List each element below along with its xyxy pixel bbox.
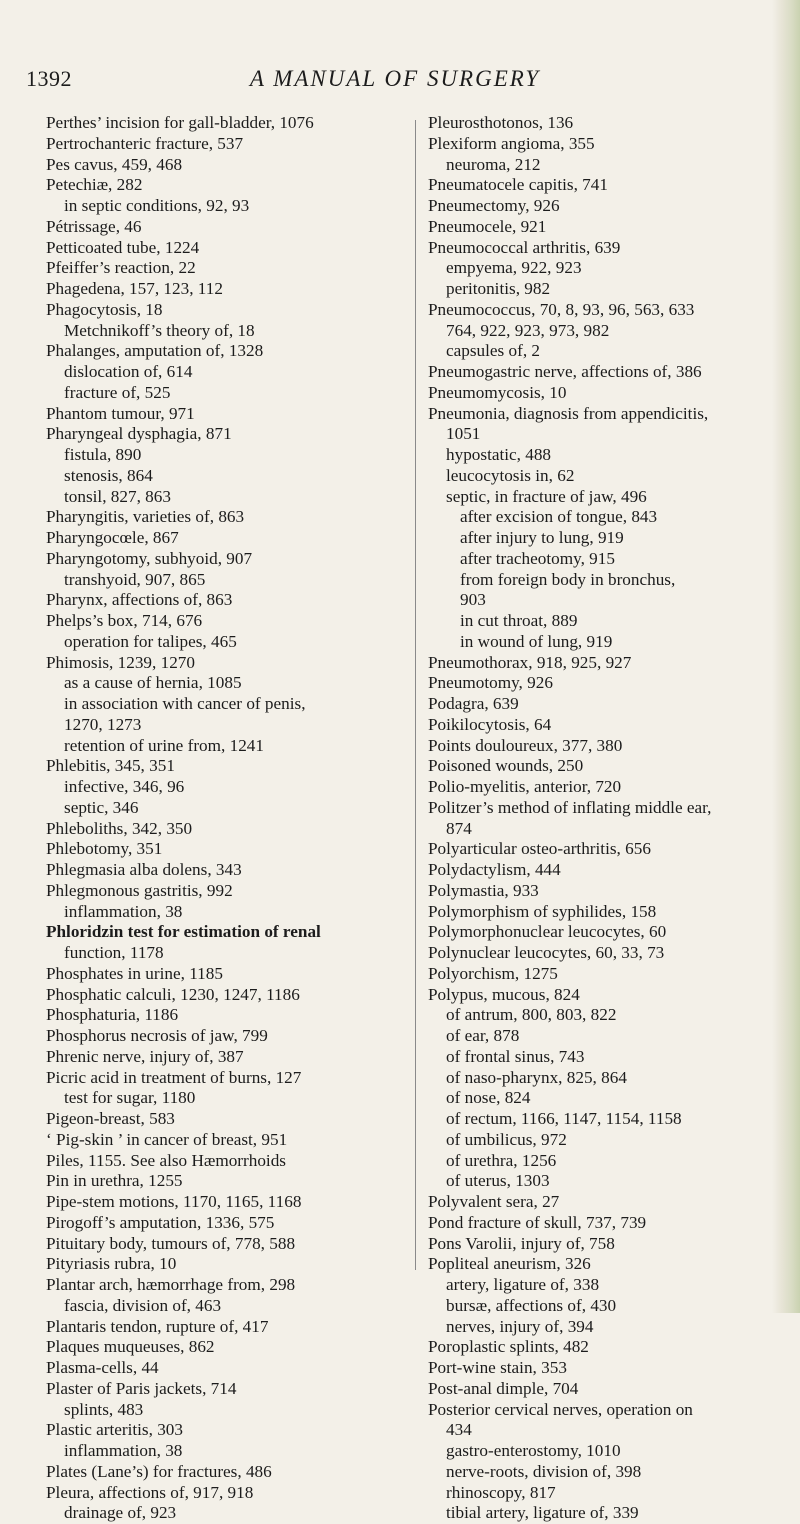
index-entry: Polio-myelitis, anterior, 720	[428, 777, 622, 796]
index-subentry: of naso-pharynx, 825, 864	[446, 1067, 627, 1087]
index-subentry: tibial artery, ligature of, 339	[446, 1503, 639, 1523]
index-entry: Phleboliths, 342, 350	[46, 818, 193, 838]
index-subentry: bursæ, affections of, 430	[446, 1295, 617, 1315]
index-subentry: fistula, 890	[64, 445, 142, 464]
index-entry: Pleura, affections of, 917, 918	[46, 1482, 254, 1502]
index-subentry: septic, in fracture of jaw, 496	[446, 486, 647, 506]
index-entry: Phosphaturia, 1186	[46, 1005, 179, 1025]
index-subentry: in septic conditions, 92, 93	[64, 196, 250, 215]
index-subentry: artery, ligature of, 338	[446, 1275, 600, 1294]
index-entry: Phrenic nerve, injury of, 387	[46, 1046, 244, 1066]
index-entry: Polydactylism, 444	[428, 860, 561, 879]
index-entry: Phlegmonous gastritis, 992	[46, 880, 233, 900]
index-entry: Post-anal dimple, 704	[428, 1378, 579, 1398]
index-entry: Phosphorus necrosis of jaw, 799	[46, 1026, 268, 1045]
index-entry: Pityriasis rubra, 10	[46, 1254, 177, 1274]
index-entry: Posterior cervical nerves, operation on	[428, 1399, 693, 1419]
index-entry: Phosphates in urine, 1185	[46, 963, 223, 983]
index-subentry: infective, 346, 96	[64, 777, 185, 796]
index-entry: Plasma-cells, 44	[46, 1358, 159, 1377]
index-subentry: fracture of, 525	[64, 382, 171, 402]
index-subentry: inflammation, 38	[64, 901, 183, 921]
index-entry: Polyvalent sera, 27	[428, 1192, 560, 1211]
index-entry: Picric acid in treatment of burns, 127	[46, 1067, 302, 1087]
index-subentry: neuroma, 212	[446, 154, 541, 174]
index-subentry: 1270, 1273	[64, 714, 142, 734]
index-entry: Perthes’ incision for gall-bladder, 1076	[46, 113, 314, 132]
index-entry: Pharyngeal dysphagia, 871	[46, 424, 232, 444]
index-entry: Pneumectomy, 926	[428, 196, 560, 215]
index-column-right	[428, 113, 768, 1524]
index-entry: Pneumococcal arthritis, 639	[428, 237, 621, 257]
index-entry: Poisoned wounds, 250	[428, 756, 584, 776]
index-subentry: hypostatic, 488	[446, 445, 552, 464]
index-subentry: nerve-roots, division of, 398	[446, 1461, 642, 1481]
index-entry: Polymorphism of syphilides, 158	[428, 901, 657, 921]
index-subentry: of umbilicus, 972	[446, 1129, 567, 1149]
index-subentry: in association with cancer of penis,	[64, 694, 306, 713]
index-entry: Plexiform angioma, 355	[428, 133, 595, 153]
index-entry: ‘ Pig-skin ’ in cancer of breast, 951	[46, 1129, 288, 1149]
index-entry: Pneumocele, 921	[428, 216, 547, 236]
index-subentry: dislocation of, 614	[64, 362, 193, 381]
index-subentry: inflammation, 38	[64, 1441, 183, 1460]
index-subentry: 874	[446, 818, 472, 838]
index-subentry: drainage of, 923	[64, 1503, 177, 1523]
index-entry: Phalanges, amputation of, 1328	[46, 341, 264, 361]
index-entry: Petticoated tube, 1224	[46, 237, 200, 257]
index-subentry: gastro-enterostomy, 1010	[446, 1441, 621, 1460]
index-subentry: nerves, injury of, 394	[446, 1316, 594, 1336]
index-subentry: of antrum, 800, 803, 822	[446, 1005, 617, 1025]
index-entry: Piles, 1155. See also Hæmorrhoids	[46, 1150, 286, 1170]
index-entry: Pharyngitis, varieties of, 863	[46, 507, 245, 527]
index-entry: Pipe-stem motions, 1170, 1165, 1168	[46, 1192, 302, 1211]
index-entry: Points douloureux, 377, 380	[428, 735, 623, 755]
index-entry: Pirogoff’s amputation, 1336, 575	[46, 1212, 275, 1232]
index-entry: Pharynx, affections of, 863	[46, 590, 233, 610]
index-entry: Plastic arteritis, 303	[46, 1420, 183, 1440]
index-entry: Pertrochanteric fracture, 537	[46, 133, 244, 153]
index-entry: Plates (Lane’s) for fractures, 486	[46, 1461, 272, 1481]
index-subentry: fascia, division of, 463	[64, 1295, 222, 1315]
index-entry: Pneumonia, diagnosis from appendicitis,	[428, 403, 709, 423]
index-entry: Phagocytosis, 18	[46, 299, 163, 319]
index-entry: Phantom tumour, 971	[46, 403, 195, 423]
index-entry: Pneumatocele capitis, 741	[428, 175, 608, 195]
page-edge-stain	[772, 0, 800, 1313]
index-subentry: rhinoscopy, 817	[446, 1482, 556, 1502]
index-subentry: after tracheotomy, 915	[460, 548, 615, 568]
index-entry: Phlegmasia alba dolens, 343	[46, 860, 242, 879]
index-entry: Poikilocytosis, 64	[428, 714, 552, 734]
index-entry: Polymastia, 933	[428, 880, 539, 900]
index-subentry: splints, 483	[64, 1399, 144, 1419]
index-entry: Phelps’s box, 714, 676	[46, 611, 203, 630]
index-entry: Plantaris tendon, rupture of, 417	[46, 1316, 269, 1336]
index-subentry: of nose, 824	[446, 1088, 531, 1108]
index-subentry: peritonitis, 982	[446, 279, 551, 298]
index-entry: Pes cavus, 459, 468	[46, 154, 183, 174]
index-entry: Pneumococcus, 70, 8, 93, 96, 563, 633	[428, 299, 695, 319]
index-subentry: as a cause of hernia, 1085	[64, 673, 242, 693]
index-subentry: empyema, 922, 923	[446, 258, 582, 278]
index-entry: Plaster of Paris jackets, 714	[46, 1378, 237, 1398]
index-entry: Pharyngotomy, subhyoid, 907	[46, 548, 253, 568]
index-subentry: retention of urine from, 1241	[64, 735, 264, 755]
index-entry: Port-wine stain, 353	[428, 1358, 567, 1377]
index-subentry: leucocytosis in, 62	[446, 465, 575, 485]
index-entry: Pneumotomy, 926	[428, 673, 553, 693]
page-number: 1392	[26, 66, 72, 91]
index-entry: Polyarticular osteo-arthritis, 656	[428, 839, 651, 859]
index-entry: Pituitary body, tumours of, 778, 588	[46, 1233, 296, 1253]
index-subentry: septic, 346	[64, 797, 139, 817]
index-subentry: capsules of, 2	[446, 341, 541, 361]
index-entry: Pigeon-breast, 583	[46, 1109, 175, 1128]
index-subentry: in wound of lung, 919	[460, 631, 613, 651]
index-entry: Phlebotomy, 351	[46, 839, 163, 859]
index-entry: Phimosis, 1239, 1270	[46, 652, 195, 672]
index-entry: Podagra, 639	[428, 694, 519, 713]
index-entry: Pneumogastric nerve, affections of, 386	[428, 362, 702, 381]
index-entry: Pétrissage, 46	[46, 216, 142, 236]
index-entry: Politzer’s method of inflating middle ear,	[428, 797, 712, 817]
column-divider	[415, 120, 416, 1270]
index-subentry: stenosis, 864	[64, 465, 153, 485]
page-header	[0, 66, 800, 96]
index-entry: Phlebitis, 345, 351	[46, 756, 175, 776]
index-subentry: function, 1178	[64, 943, 164, 962]
index-subentry: after excision of tongue, 843	[460, 507, 658, 527]
running-title: A MANUAL OF SURGERY	[249, 66, 541, 91]
index-entry: Phloridzin test for estimation of renal	[46, 922, 321, 942]
index-entry: Pond fracture of skull, 737, 739	[428, 1212, 647, 1232]
index-subentry: transhyoid, 907, 865	[64, 569, 206, 589]
index-subentry: of frontal sinus, 743	[446, 1046, 585, 1066]
index-entry: Popliteal aneurism, 326	[428, 1254, 591, 1274]
index-entry: Pons Varolii, injury of, 758	[428, 1233, 615, 1253]
index-subentry: of ear, 878	[446, 1026, 520, 1045]
index-entry: Plaques muqueuses, 862	[46, 1337, 215, 1357]
index-subentry: 764, 922, 923, 973, 982	[446, 320, 610, 340]
index-entry: Pin in urethra, 1255	[46, 1171, 183, 1191]
index-entry: Petechiæ, 282	[46, 175, 143, 195]
index-entry: Polyorchism, 1275	[428, 963, 558, 983]
index-entry: Pneumomycosis, 10	[428, 382, 567, 402]
index-subentry: 1051	[446, 424, 481, 444]
index-entry: Phagedena, 157, 123, 112	[46, 279, 223, 298]
index-entry: Pfeiffer’s reaction, 22	[46, 258, 196, 278]
index-entry: Plantar arch, hæmorrhage from, 298	[46, 1275, 296, 1294]
index-entry: Poroplastic splints, 482	[428, 1337, 589, 1357]
index-subentry: Metchnikoff’s theory of, 18	[64, 320, 255, 340]
index-subentry: tonsil, 827, 863	[64, 486, 171, 506]
index-entry: Polynuclear leucocytes, 60, 33, 73	[428, 943, 665, 962]
index-subentry: operation for talipes, 465	[64, 631, 237, 651]
index-subentry: 903	[460, 590, 486, 610]
index-subentry: in cut throat, 889	[460, 611, 578, 630]
index-entry: Pharyngocœle, 867	[46, 528, 179, 547]
index-subentry: test for sugar, 1180	[64, 1088, 196, 1108]
index-column-left	[46, 113, 411, 1524]
index-subentry: of rectum, 1166, 1147, 1154, 1158	[446, 1109, 682, 1128]
index-entry: Pleurosthotonos, 136	[428, 113, 574, 132]
index-subentry: after injury to lung, 919	[460, 528, 624, 547]
index-entry: Phosphatic calculi, 1230, 1247, 1186	[46, 984, 300, 1004]
index-entry: Polypus, mucous, 824	[428, 984, 580, 1004]
index-subentry: of uterus, 1303	[446, 1171, 550, 1191]
index-entry: Polymorphonuclear leucocytes, 60	[428, 922, 667, 942]
index-subentry: from foreign body in bronchus,	[460, 569, 676, 589]
index-subentry: of urethra, 1256	[446, 1150, 557, 1170]
index-entry: Pneumothorax, 918, 925, 927	[428, 652, 632, 672]
index-subentry: 434	[446, 1420, 472, 1440]
